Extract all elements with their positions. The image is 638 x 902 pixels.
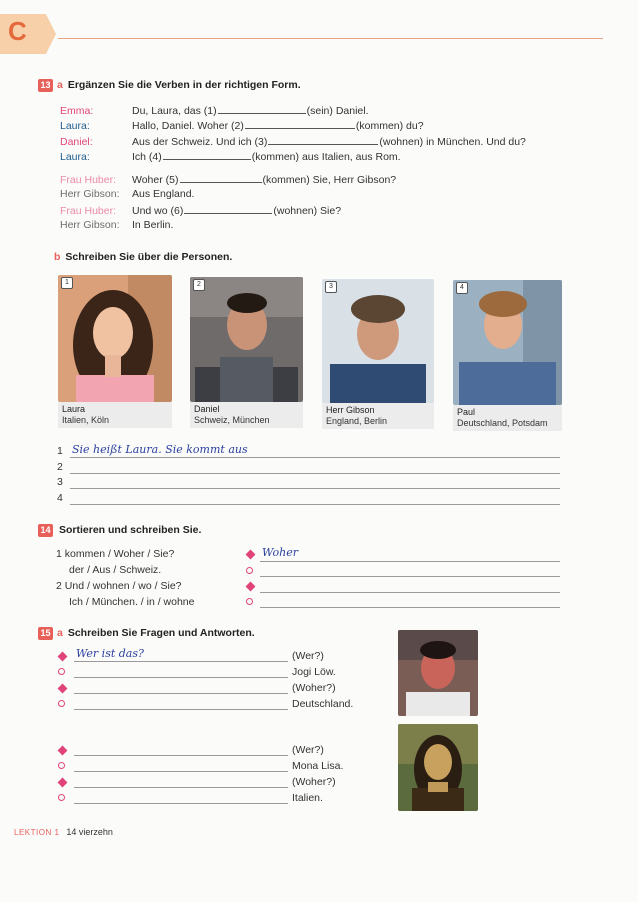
answer-number: 4 [57,492,63,504]
speaker-name: Laura: [60,151,90,163]
dialog-text: Woher (5) [132,174,179,186]
ex14-item-2: 2 Und / wohnen / wo / Sie? [56,580,182,592]
speaker-name: Herr Gibson: [60,188,120,200]
question-diamond-icon [58,684,68,694]
answer-line[interactable] [74,803,288,804]
speaker-name: Frau Huber: [60,205,117,217]
photo-herr-gibson [322,279,434,403]
ex14-item-1: 1 kommen / Woher / Sie? [56,548,175,560]
dialog-line [60,135,526,148]
answer-number: 3 [57,476,63,488]
photo-number-badge: 4 [456,282,468,294]
hint-text: (Wer?) [292,744,324,756]
speaker-name: Laura: [60,120,90,132]
dialog-text: Und wo (6) [132,205,184,217]
fill-in-blank[interactable] [245,119,355,129]
ex14-number: 14 [38,524,53,537]
dialog-text: Aus der Schweiz. Und ich (3) [132,136,268,148]
question-diamond-icon [58,746,68,756]
photo-number-badge: 3 [325,281,337,293]
dialog-text: Hallo, Daniel. Woher (2) [132,120,244,132]
hint-text: Jogi Löw. [292,666,336,678]
fill-in-blank[interactable] [268,135,378,145]
page-number: 14 vierzehn [66,827,113,837]
photo-jogi-loew [398,630,478,716]
footer [14,826,113,838]
dialog-line [60,119,424,132]
answer-number: 2 [57,461,63,473]
person-place: England, Berlin [326,416,388,426]
person-name: Daniel [194,404,220,414]
hint-text: Mona Lisa. [292,760,344,772]
speaker-name: Daniel: [60,136,93,148]
photo-number-badge: 1 [61,277,73,289]
answer-circle-icon [58,668,65,675]
person-place: Deutschland, Potsdam [457,418,548,428]
answer-line[interactable] [260,607,560,608]
answer-line[interactable] [70,457,560,458]
fill-in-blank[interactable] [180,173,262,183]
ex13a-label: a [57,79,63,91]
answer-circle-icon [246,598,253,605]
ex14-heading [38,524,201,537]
ex14-title: Sortieren und schreiben Sie. [59,524,202,536]
answer-line[interactable] [70,488,560,489]
answer-line[interactable] [74,677,288,678]
person-name: Herr Gibson [326,405,375,415]
person-caption [190,402,303,428]
handwritten-answer[interactable]: Wer ist das? [76,647,144,660]
ex15a-title: Schreiben Sie Fragen und Antworten. [67,627,255,639]
dialog-verb-hint: (sein) Daniel. [306,105,369,117]
person-name: Paul [457,407,476,417]
answer-line[interactable] [74,787,288,788]
dialog-text: Aus England. [132,188,195,200]
photo-paul [453,280,562,405]
person-caption [322,403,434,429]
answer-circle-icon [58,700,65,707]
answer-number: 1 [57,445,63,457]
ex14-item-2-line-1: Und / wohnen / wo / Sie? [64,580,182,592]
hint-text: (Woher?) [292,682,336,694]
ex13b-title: Schreiben Sie über die Personen. [65,251,233,263]
dialog-text: Du, Laura, das (1) [132,105,217,117]
person-place: Schweiz, München [194,415,270,425]
dialog-verb-hint: (kommen) du? [355,120,424,132]
dialog-line [60,173,396,186]
photo-number-badge: 2 [193,279,205,291]
ex13b-label: b [54,251,61,263]
dialog-verb-hint: (kommen) Sie, Herr Gibson? [262,174,397,186]
dialog-verb-hint: (wohnen) Sie? [273,205,342,217]
dialog-line [60,219,173,231]
ex14-item-2-line-2: Ich / München. / in / wohne [69,596,195,608]
question-diamond-icon [58,778,68,788]
fill-in-blank[interactable] [184,204,272,214]
person-caption [58,402,172,428]
section-letter: C [8,16,27,46]
answer-circle-icon [58,794,65,801]
header-rule [58,38,603,39]
answer-line[interactable] [74,693,288,694]
hint-text: Italien. [292,792,323,804]
dialog-text: Ich (4) [132,151,162,163]
answer-line[interactable] [74,709,288,710]
question-diamond-icon [246,550,256,560]
answer-line[interactable] [70,504,560,505]
answer-line[interactable] [260,592,560,593]
speaker-name: Herr Gibson: [60,219,120,231]
answer-line[interactable] [74,661,288,662]
handwritten-answer[interactable]: Sie heißt Laura. Sie kommt aus [72,443,248,456]
dialog-text: In Berlin. [132,219,174,231]
speaker-name: Frau Huber: [60,174,117,186]
answer-line[interactable] [260,576,560,577]
photo-mona-lisa [398,724,478,811]
photo-daniel [190,277,303,402]
answer-line[interactable] [260,561,560,562]
dialog-verb-hint: (kommen) aus Italien, aus Rom. [251,151,401,163]
dialog-line [60,150,401,163]
ex13b-heading [54,251,232,263]
person-caption [453,405,562,431]
hint-text: Deutschland. [292,698,354,710]
fill-in-blank[interactable] [218,104,306,114]
answer-circle-icon [246,567,253,574]
question-diamond-icon [246,582,256,592]
hint-text: (Woher?) [292,776,336,788]
answer-line[interactable] [70,473,560,474]
question-diamond-icon [58,652,68,662]
photo-laura [58,275,172,402]
ex13-number: 13 [38,79,53,92]
ex13a-title: Ergänzen Sie die Verben in der richtigen Form. [67,79,301,91]
person-place: Italien, Köln [62,415,110,425]
dialog-verb-hint: (wohnen) in München. Und du? [379,136,526,148]
ex14-item-1-line-2: der / Aus / Schweiz. [69,564,162,576]
dialog-line [60,204,341,217]
person-name: Laura [62,404,86,414]
hint-text: (Wer?) [292,650,324,662]
ex13a-heading [38,79,301,92]
answer-line[interactable] [74,755,288,756]
ex15-number: 15 [38,627,53,640]
ex15a-label: a [57,627,63,639]
speaker-name: Emma: [60,105,94,117]
footer-lektion: LEKTION 1 [14,828,60,837]
fill-in-blank[interactable] [163,150,251,160]
answer-circle-icon [58,762,65,769]
ex15a-heading [38,627,255,640]
ex14-item-1-line-1: kommen / Woher / Sie? [64,548,175,560]
ex14-answer-1[interactable]: Woher [262,546,299,559]
answer-line[interactable] [74,771,288,772]
dialog-line [60,188,194,200]
dialog-line [60,104,369,117]
